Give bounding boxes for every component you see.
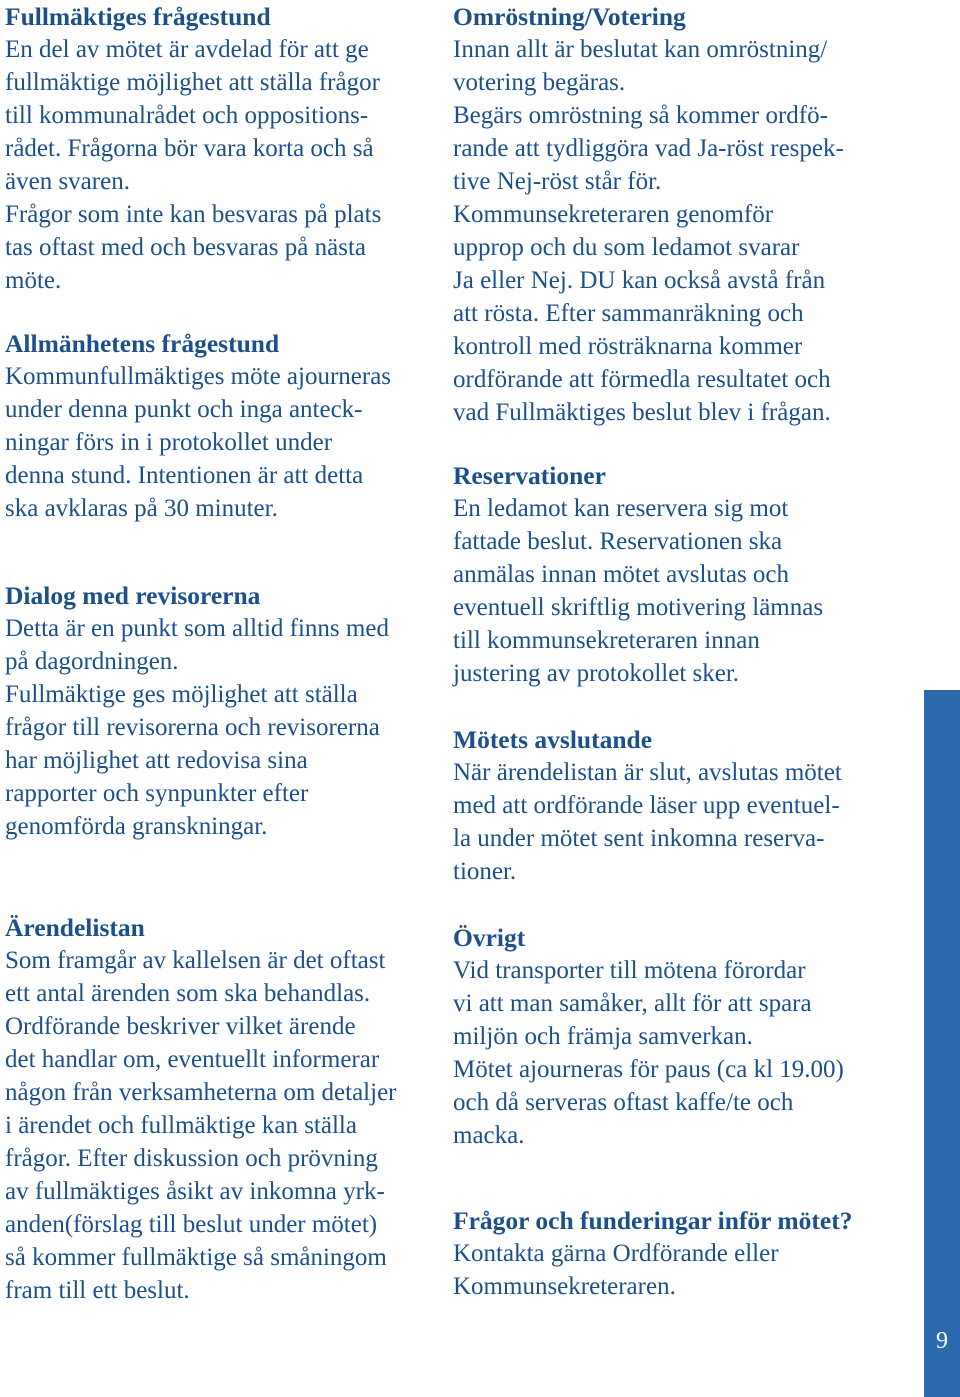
body-line: eventuell skriftlig motivering lämnas: [453, 594, 824, 621]
body-line: En ledamot kan reservera sig mot: [453, 495, 789, 522]
body-line: rapporter och synpunkter efter: [5, 780, 309, 807]
body-line: la under mötet sent inkomna reserva-: [453, 825, 825, 852]
body-line: med att ordförande läser upp eventuel-: [453, 792, 840, 819]
body-line: till kommunsekreteraren innan: [453, 627, 760, 654]
body-line: Fullmäktige ges möjlighet att ställa: [5, 681, 358, 708]
body-line: ska avklaras på 30 minuter.: [5, 495, 278, 522]
body-line: rådet. Frågorna bör vara korta och så: [5, 135, 374, 162]
section-fragor-och-funderingar: [453, 1204, 893, 1303]
section-heading: Omröstning/Votering: [453, 2, 686, 31]
body-line: möte.: [5, 267, 62, 294]
body-line: Kommunfullmäktiges möte ajourneras: [5, 363, 392, 390]
body-line: även svaren.: [5, 168, 130, 195]
body-line: så kommer fullmäktige så småningom: [5, 1244, 387, 1271]
section-reservationer: [453, 459, 893, 690]
body-line: Kommunsekreteraren.: [453, 1273, 676, 1300]
section-ovrigt: [453, 921, 893, 1152]
body-line: tive Nej-röst står för.: [453, 168, 662, 195]
body-line: på dagordningen.: [5, 648, 179, 675]
section-omrostning-votering: [453, 0, 893, 429]
body-line: Ordförande beskriver vilket ärende: [5, 1013, 356, 1040]
section-heading: Fullmäktiges frågestund: [5, 2, 271, 31]
section-fullmaktiges-fragestund: [5, 0, 430, 297]
body-line: fattade beslut. Reservationen ska: [453, 528, 783, 555]
body-line: under denna punkt och inga anteck-: [5, 396, 363, 423]
body-line: frågor. Efter diskussion och prövning: [5, 1145, 378, 1172]
section-arendelistan: [5, 911, 430, 1307]
section-heading: Mötets avslutande: [453, 725, 653, 754]
body-line: Ja eller Nej. DU kan också avstå från: [453, 267, 826, 294]
body-line: Vid transporter till mötena förordar: [453, 957, 806, 984]
body-line: Frågor som inte kan besvaras på plats: [5, 201, 382, 228]
body-line: När ärendelistan är slut, avslutas mötet: [453, 759, 842, 786]
body-line: ningar förs in i protokollet under: [5, 429, 333, 456]
body-line: och då serveras oftast kaffe/te och: [453, 1089, 794, 1116]
body-line: vi att man samåker, allt för att spara: [453, 990, 812, 1017]
section-heading: Frågor och funderingar inför mötet?: [453, 1206, 853, 1235]
body-line: kontroll med rösträknarna kommer: [453, 333, 803, 360]
section-dialog-med-revisorerna: [5, 579, 430, 843]
body-line: någon från verksamheterna om detaljer: [5, 1079, 397, 1106]
section-heading: Reservationer: [453, 461, 606, 490]
body-line: till kommunalrådet och oppositions-: [5, 102, 369, 129]
page-tab: [924, 690, 960, 1397]
body-line: Begärs omröstning så kommer ordfö-: [453, 102, 828, 129]
body-line: upprop och du som ledamot svarar: [453, 234, 800, 261]
body-line: miljön och främja samverkan.: [453, 1023, 753, 1050]
body-line: genomförda granskningar.: [5, 813, 268, 840]
body-line: Detta är en punkt som alltid finns med: [5, 615, 389, 642]
body-line: i ärendet och fullmäktige kan ställa: [5, 1112, 357, 1139]
body-line: Som framgår av kallelsen är det oftast: [5, 947, 386, 974]
section-heading: Dialog med revisorerna: [5, 581, 261, 610]
body-line: Innan allt är beslutat kan omröstning/: [453, 36, 828, 63]
page-number: 9: [936, 1328, 948, 1354]
body-line: anmälas innan mötet avslutas och: [453, 561, 790, 588]
section-allmanhetens-fragestund: [5, 327, 430, 525]
body-line: Mötet ajourneras för paus (ca kl 19.00): [453, 1056, 844, 1083]
section-heading: Allmänhetens frågestund: [5, 329, 280, 358]
body-line: En del av mötet är avdelad för att ge: [5, 36, 369, 63]
section-motets-avslutande: [453, 723, 893, 888]
body-line: macka.: [453, 1122, 525, 1149]
body-line: Kontakta gärna Ordförande eller: [453, 1240, 779, 1267]
body-line: frågor till revisorerna och revisorerna: [5, 714, 380, 741]
body-line: vad Fullmäktiges beslut blev i frågan.: [453, 399, 831, 426]
body-line: ett antal ärenden som ska behandlas.: [5, 980, 371, 1007]
body-line: ordförande att förmedla resultatet och: [453, 366, 831, 393]
body-line: justering av protokollet sker.: [453, 660, 740, 687]
section-heading: Ärendelistan: [5, 913, 145, 942]
section-heading: Övrigt: [453, 923, 526, 952]
body-line: votering begäras.: [453, 69, 626, 96]
body-line: denna stund. Intentionen är att detta: [5, 462, 364, 489]
body-line: att rösta. Efter sammanräkning och: [453, 300, 804, 327]
body-line: Kommunsekreteraren genomför: [453, 201, 774, 228]
body-line: tioner.: [453, 858, 517, 885]
body-line: tas oftast med och besvaras på nästa: [5, 234, 366, 261]
body-line: rande att tydliggöra vad Ja-röst respek-: [453, 135, 844, 162]
body-line: anden(förslag till beslut under mötet): [5, 1211, 378, 1238]
body-line: av fullmäktiges åsikt av inkomna yrk-: [5, 1178, 385, 1205]
body-line: fram till ett beslut.: [5, 1277, 190, 1304]
body-line: det handlar om, eventuellt informerar: [5, 1046, 380, 1073]
body-line: fullmäktige möjlighet att ställa frågor: [5, 69, 380, 96]
body-line: har möjlighet att redovisa sina: [5, 747, 308, 774]
